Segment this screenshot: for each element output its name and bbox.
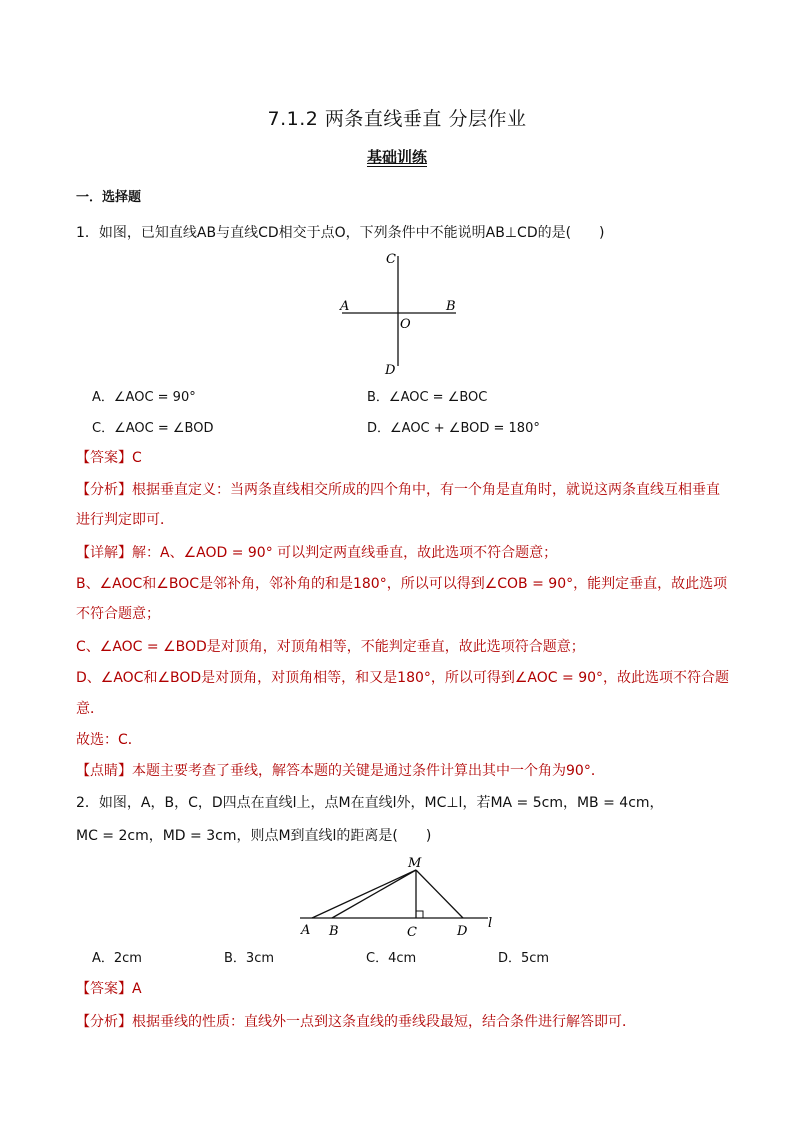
q1-stem: 1．如图，已知直线AB与直线CD相交于点O，下列条件中不能说明AB⊥CD的是( ) [76, 225, 605, 241]
point-text: 本题主要考查了垂线，解答本题的关键是通过条件计算出其中一个角为90°． [132, 763, 605, 779]
analysis-tag: 【分析】 [76, 1014, 132, 1030]
q2-figure [290, 852, 510, 942]
q2-option-c: C．4cm [366, 951, 417, 966]
q1-detail-line-2: B、∠AOC和∠BOC是邻补角，邻补角的和是180°，所以可以得到∠COB = 90°，能判定垂直，故此选项 [76, 576, 728, 592]
q2-option-a: A．2cm [92, 951, 142, 966]
page-title: 7.1.2 两条直线垂直 分层作业 [267, 108, 527, 130]
q1-answer [76, 447, 142, 467]
q1-detail-line-5: D、∠AOC和∠BOD是对顶角，对顶角相等，和又是180°，所以可得到∠AOC = 90°，故此选项不符合题 [76, 670, 730, 686]
q2-answer [76, 978, 142, 998]
label-b: B [446, 299, 456, 314]
q1-option-c: C．∠AOC = ∠BOD [92, 421, 214, 436]
analysis-tag: 【分析】 [76, 482, 132, 498]
label-a: A [340, 299, 350, 314]
label-m: M [408, 856, 422, 871]
answer-value: A [132, 981, 142, 997]
section-subtitle: 基础训练 [366, 148, 427, 166]
q1-detail-line-4: C、∠AOC = ∠BOD是对顶角，对顶角相等，不能判定垂直，故此选项符合题意； [76, 639, 585, 655]
q2-stem-line-1: 2．如图，A，B，C，D四点在直线l上，点M在直线l外，MC⊥l，若MA = 5cm，MB = 4cm， [76, 795, 664, 811]
q2-stem-line-2: MC = 2cm，MD = 3cm，则点M到直线l的距离是( ) [76, 828, 432, 844]
answer-value: C [132, 450, 142, 466]
label-a: A [301, 923, 311, 938]
label-d: D [385, 363, 396, 378]
label-c: C [407, 925, 417, 940]
q1-option-b: B．∠AOC = ∠BOC [367, 390, 488, 405]
q2-option-d: D．5cm [498, 951, 550, 966]
q1-analysis-line-1 [76, 479, 720, 499]
segment-mb [332, 870, 416, 918]
point-tag: 【点睛】 [76, 763, 132, 779]
q1-figure [330, 248, 470, 380]
q2-analysis [76, 1011, 636, 1031]
label-d: D [457, 924, 468, 939]
label-b: B [329, 924, 339, 939]
analysis-text: 根据垂线的性质：直线外一点到这条直线的垂线段最短，结合条件进行解答即可． [132, 1014, 636, 1030]
answer-tag: 【答案】 [76, 450, 132, 466]
q1-option-a: A．∠AOC = 90° [92, 390, 196, 405]
detail-text: 解：A、∠AOD = 90° 可以判定两直线垂直，故此选项不符合题意； [132, 545, 558, 561]
label-c: C [386, 252, 396, 267]
q2-option-b: B．3cm [224, 951, 275, 966]
q1-point [76, 760, 605, 780]
q1-choice: 故选：C． [76, 732, 142, 748]
q1-detail-line-1 [76, 542, 557, 562]
q1-detail-line-3: 不符合题意； [76, 606, 160, 622]
label-l: l [488, 916, 493, 931]
right-angle-mark [416, 911, 423, 918]
q1-analysis-line-2: 进行判定即可． [76, 512, 174, 528]
detail-tag: 【详解】 [76, 545, 132, 561]
analysis-text: 根据垂直定义：当两条直线相交所成的四个角中，有一个角是直角时，就说这两条直线互相垂直 [132, 482, 720, 498]
q1-detail-line-6: 意． [76, 701, 104, 717]
section-heading: 一．选择题 [76, 190, 142, 205]
answer-tag: 【答案】 [76, 981, 132, 997]
segment-ma [312, 870, 416, 918]
label-o: O [400, 317, 411, 332]
q1-option-d: D．∠AOC + ∠BOD = 180° [367, 421, 540, 436]
